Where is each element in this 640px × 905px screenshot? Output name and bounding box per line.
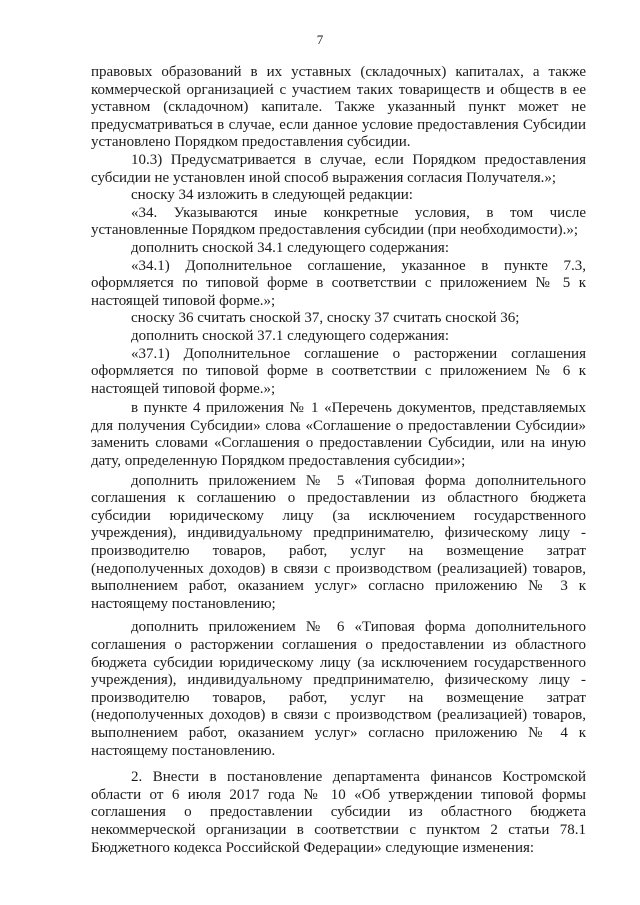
paragraph: 10.3) Предусматривается в случае, если Порядком предоставления субсидии не установлен иной способ выражения согласия Получателя.»;	[91, 151, 586, 186]
paragraph: дополнить приложением № 5 «Типовая форма дополнительного соглашения к соглашению о предоставлении из областного бюджета субсидии юридическому лицу (за исключением государственного учреждения), индивидуальному предпринимателю, физическому лицу - производителю товаров, работ, услуг на возмещение затрат (недополученных доходов) в связи с производством (реализацией) товаров, выполнением работ, оказанием услуг» согласно приложению № 3 к настоящему постановлению;	[91, 472, 586, 612]
paragraph: сноску 36 считать сноской 37, сноску 37 считать сноской 36;	[131, 310, 520, 327]
paragraph: «37.1) Дополнительное соглашение о расторжении соглашения оформляется по типовой форме в соответствии с приложением № 6 к настоящей типовой форме.»;	[91, 345, 586, 397]
paragraph: «34. Указываются иные конкретные условия, в том числе установленные Порядком предоставления субсидии (при необходимости).»;	[91, 204, 586, 239]
paragraph: правовых образований в их уставных (складочных) капиталах, а также коммерческой организацией с участием таких товариществ и обществ в ее уставном (складочном) капитале. Также указанный пункт может не предусматриваться в случае, если данное условие предоставления Субсидии установлено Порядком предоставления субсидии.	[91, 64, 586, 151]
paragraph: в пункте 4 приложения № 1 «Перечень документов, представляемых для получения Субсидии» слова «Соглашение о предоставлении Субсидии» заменить словами «Соглашения о предоставлении Субсидии, или на иную дату, определенную Порядком предоставления субсидии»;	[91, 400, 586, 470]
paragraph: дополнить сноской 37.1 следующего содержания:	[131, 327, 450, 344]
page-number: 7	[316, 32, 324, 47]
paragraph: «34.1) Дополнительное соглашение, указанное в пункте 7.3, оформляется по типовой форме в соответствии с приложением № 5 к настоящей типовой форме.»;	[91, 257, 586, 309]
paragraph: дополнить сноской 34.1 следующего содержания:	[131, 239, 450, 256]
paragraph: 2. Внести в постановление департамента финансов Костромской области от 6 июля 2017 года № 10 «Об утверждении типовой формы соглашения о предоставлении субсидии из областного бюджета некоммерческой организации в соответствии с пунктом 2 статьи 78.1 Бюджетного кодекса Российской Федерации» следующие изменения:	[91, 769, 586, 856]
paragraph: сноску 34 изложить в следующей редакции:	[131, 187, 413, 204]
paragraph: дополнить приложением № 6 «Типовая форма дополнительного соглашения о расторжении соглашения о предоставлении из областного бюджета субсидии юридическому лицу (за исключением государственного учреждения), индивидуальному предпринимателю, физическому лицу - производителю товаров, работ, услуг на возмещение затрат (недополученных доходов) в связи с производством (реализацией) товаров, выполнением работ, оказанием услуг» согласно приложению № 4 к настоящему постановлению.	[91, 619, 586, 759]
document-body	[91, 64, 586, 857]
